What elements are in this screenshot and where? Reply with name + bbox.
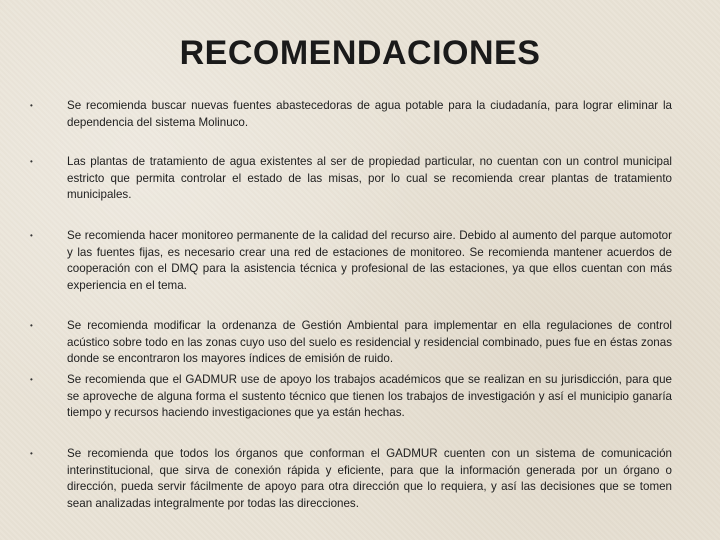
list-item-text: Se recomienda que todos los órganos que conforman el GADMUR cuenten con un sistema de comunicación interinstitucional, que sirva de conexión rápida y eficiente, para que la información generada por un órgano o dirección, pueda servir fácilmente de apoyo para otra dirección que lo requiera, y así las decisiones que se tomen sean analizadas integralmente por todas las direcciones.: [67, 447, 672, 510]
list-item-text: Se recomienda que el GADMUR use de apoyo los trabajos académicos que se realizan en su jurisdicción, para que se aproveche de alguna forma el sustento técnico que tienen los trabajos de investigación y así el municipio ganaría tiempo y recursos haciendo investigaciones que ya están hechas.: [67, 373, 672, 419]
bullet-icon: •: [30, 101, 33, 110]
bullet-icon: •: [30, 321, 33, 330]
bullet-icon: •: [30, 375, 33, 384]
bullet-icon: •: [30, 231, 33, 240]
list-item-text: Se recomienda buscar nuevas fuentes abastecedoras de agua potable para la ciudadanía, para lograr eliminar la dependencia del sistema Molinuco.: [67, 99, 672, 129]
list-item-text: Se recomienda modificar la ordenanza de Gestión Ambiental para implementar en ella regulaciones de control acústico sobre todo en las zonas cuyo uso del suelo es residencial y residencial combinado, pues fue en éstas zonas donde se encontraron los mayores índices de emisión de ruido.: [67, 319, 672, 365]
list-item-text: Se recomienda hacer monitoreo permanente de la calidad del recurso aire. Debido al aumento del parque automotor y las fuentes fijas, es necesario crear una red de estaciones de monitoreo. Se recomienda mantener acuerdos de cooperación con el DMQ para la asistencia técnica y profesional de las estaciones, ya que ellos cuentan con más experiencia en el tema.: [67, 229, 672, 292]
list-item: [30, 98, 672, 131]
list-item: [30, 228, 672, 294]
list-item: [30, 446, 672, 512]
list-item-text: Las plantas de tratamiento de agua existentes al ser de propiedad particular, no cuentan con un control municipal estricto que permita controlar el estado de las misas, por lo cual se recomienda crear plantas de tratamiento municipales.: [67, 155, 672, 201]
list-item: [30, 372, 672, 422]
bullet-icon: •: [30, 157, 33, 166]
bullet-icon: •: [30, 449, 33, 458]
slide-title: RECOMENDACIONES: [179, 34, 541, 72]
list-item: [30, 154, 672, 204]
list-item: [30, 318, 672, 368]
